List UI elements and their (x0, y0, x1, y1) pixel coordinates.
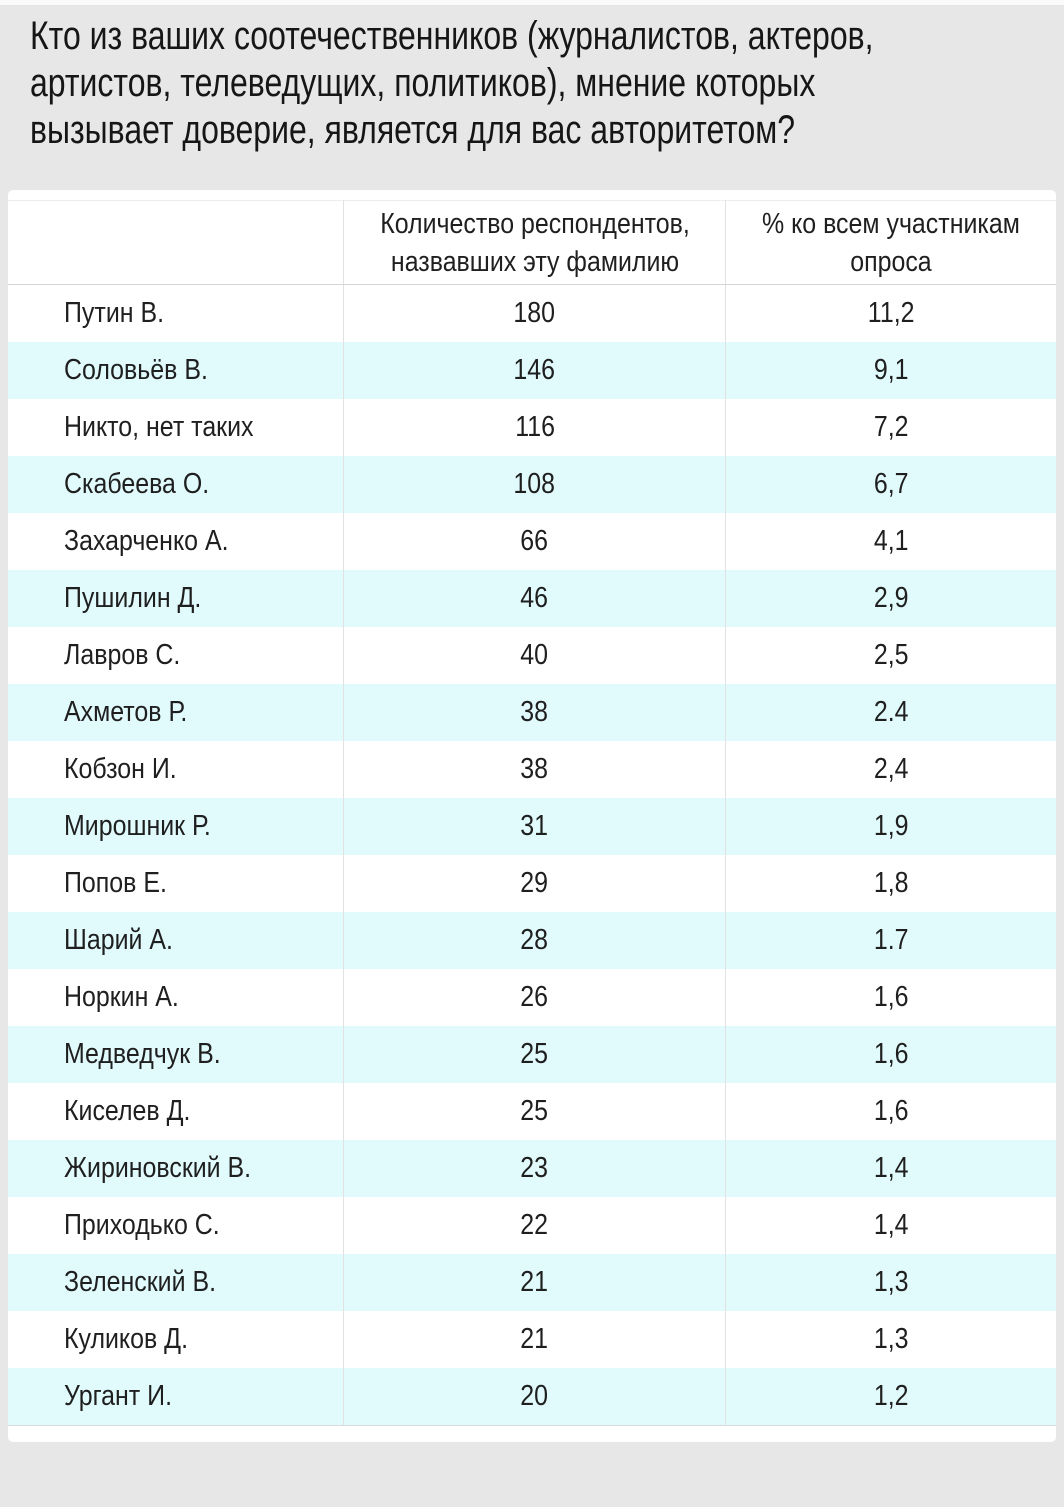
person-name-cell (8, 969, 343, 1026)
percent-value: 2.4 (873, 696, 909, 728)
respondent-count-value: 46 (520, 582, 549, 614)
respondent-count-cell (343, 1311, 726, 1368)
percent-value: 6,7 (873, 468, 909, 500)
table-row (8, 798, 1056, 855)
results-table (8, 200, 1056, 1425)
percent-value: 4,1 (873, 525, 909, 557)
respondent-count-value: 66 (520, 525, 549, 557)
percent-cell (726, 1026, 1056, 1083)
table-row (8, 570, 1056, 627)
percent-value: 1,3 (873, 1266, 909, 1298)
table-body (8, 285, 1056, 1426)
table-row (8, 627, 1056, 684)
person-name-cell (8, 570, 343, 627)
table-row (8, 1197, 1056, 1254)
person-name-cell (8, 912, 343, 969)
respondent-count-cell (343, 1197, 726, 1254)
person-name-text: Кобзон И. (64, 753, 177, 785)
percent-value: 1,6 (873, 1095, 909, 1127)
person-name-text: Попов Е. (64, 867, 167, 899)
respondent-count-cell (343, 855, 726, 912)
table-row (8, 1311, 1056, 1368)
percent-cell (726, 1140, 1056, 1197)
respondent-count-value: 29 (520, 867, 549, 899)
percent-value: 1,8 (873, 867, 909, 899)
percent-cell (726, 285, 1056, 343)
table-row (8, 1140, 1056, 1197)
table-row (8, 1026, 1056, 1083)
respondent-count-cell (343, 912, 726, 969)
table-row (8, 741, 1056, 798)
respondent-count-value: 22 (520, 1209, 549, 1241)
person-name-text: Никто, нет таких (64, 411, 254, 443)
respondent-count-value: 25 (520, 1095, 549, 1127)
percent-value: 9,1 (873, 354, 909, 386)
person-name-text: Медведчук В. (64, 1038, 221, 1070)
percent-cell (726, 741, 1056, 798)
person-name-text: Захарченко А. (64, 525, 229, 557)
percent-cell (726, 1311, 1056, 1368)
person-name-text: Пушилин Д. (64, 582, 202, 614)
table-row (8, 1254, 1056, 1311)
person-name-text: Путин В. (64, 297, 165, 329)
person-name-cell (8, 1197, 343, 1254)
respondent-count-cell (343, 1254, 726, 1311)
person-name-cell (8, 513, 343, 570)
person-name-text: Зеленский В. (64, 1266, 217, 1298)
person-name-cell (8, 741, 343, 798)
percent-value: 1,9 (873, 810, 909, 842)
respondent-count-value: 31 (520, 810, 549, 842)
percent-value: 1,4 (873, 1209, 909, 1241)
table-row (8, 912, 1056, 969)
percent-header-cell (726, 201, 1056, 285)
percent-cell (726, 1254, 1056, 1311)
percent-cell (726, 570, 1056, 627)
percent-cell (726, 798, 1056, 855)
percent-value: 1,6 (873, 1038, 909, 1070)
table-row (8, 969, 1056, 1026)
table-row (8, 1368, 1056, 1425)
percent-cell (726, 969, 1056, 1026)
percent-value: 2,4 (873, 753, 909, 785)
header-label: % ко всем участникам опроса (762, 207, 1021, 278)
person-name-text: Мирошник Р. (64, 810, 211, 842)
respondent-count-cell (343, 1368, 726, 1425)
person-name-text: Жириновский В. (64, 1152, 252, 1184)
percent-cell (726, 456, 1056, 513)
table-row (8, 342, 1056, 399)
percent-value: 2,5 (873, 639, 909, 671)
page-title-text: Кто из ваших соотечественников (журналистов, актеров, артистов, телеведущих, политиков), мнение которых вызывает доверие, является для вас авторитетом? (30, 14, 874, 152)
person-name-cell (8, 1083, 343, 1140)
percent-value: 1.7 (873, 924, 909, 956)
percent-cell (726, 1368, 1056, 1425)
person-name-text: Лавров С. (64, 639, 181, 671)
percent-cell (726, 399, 1056, 456)
table-row (8, 684, 1056, 741)
respondent-count-value: 108 (513, 468, 556, 500)
card-bottom-strip (8, 1425, 1056, 1442)
person-name-text: Куликов Д. (64, 1323, 189, 1355)
respondent-count-cell (343, 456, 726, 513)
respondent-count-value: 26 (520, 981, 549, 1013)
percent-value: 1,3 (873, 1323, 909, 1355)
table-row (8, 285, 1056, 343)
empty-header-cell (8, 201, 343, 285)
person-name-cell (8, 1254, 343, 1311)
percent-cell (726, 1197, 1056, 1254)
percent-cell (726, 912, 1056, 969)
respondent-count-value: 116 (514, 411, 555, 443)
respondent-count-value: 38 (520, 753, 549, 785)
percent-value: 11,2 (867, 297, 915, 329)
percent-cell (726, 513, 1056, 570)
person-name-cell (8, 1140, 343, 1197)
person-name-text: Соловьёв В. (64, 354, 208, 386)
percent-cell (726, 627, 1056, 684)
respondent-count-cell (343, 513, 726, 570)
respondent-count-value: 20 (520, 1380, 549, 1412)
respondent-count-header-cell (343, 201, 726, 285)
respondent-count-cell (343, 741, 726, 798)
percent-value: 1,6 (873, 981, 909, 1013)
person-name-cell (8, 342, 343, 399)
respondent-count-cell (343, 798, 726, 855)
percent-cell (726, 342, 1056, 399)
percent-cell (726, 1083, 1056, 1140)
person-name-text: Киселев Д. (64, 1095, 191, 1127)
page-title (30, 13, 1034, 154)
person-name-text: Ахметов Р. (64, 696, 188, 728)
respondent-count-value: 21 (520, 1266, 549, 1298)
respondent-count-value: 38 (520, 696, 549, 728)
respondent-count-value: 146 (513, 354, 556, 386)
table-card (8, 190, 1056, 1442)
person-name-cell (8, 1311, 343, 1368)
person-name-cell (8, 627, 343, 684)
percent-value: 1,4 (873, 1152, 909, 1184)
person-name-cell (8, 399, 343, 456)
person-name-text: Норкин А. (64, 981, 179, 1013)
person-name-text: Шарий А. (64, 924, 173, 956)
person-name-cell (8, 1368, 343, 1425)
table-row (8, 855, 1056, 912)
percent-value: 2,9 (873, 582, 909, 614)
person-name-text: Приходько С. (64, 1209, 220, 1241)
person-name-cell (8, 684, 343, 741)
respondent-count-cell (343, 627, 726, 684)
person-name-cell (8, 1026, 343, 1083)
respondent-count-value: 28 (520, 924, 549, 956)
person-name-cell (8, 855, 343, 912)
percent-value: 1,2 (873, 1380, 909, 1412)
respondent-count-cell (343, 1026, 726, 1083)
table-row (8, 399, 1056, 456)
person-name-cell (8, 456, 343, 513)
table-row (8, 1083, 1056, 1140)
table-header-row (8, 201, 1056, 285)
title-area (0, 5, 1064, 190)
respondent-count-cell (343, 684, 726, 741)
respondent-count-value: 40 (520, 639, 549, 671)
percent-cell (726, 684, 1056, 741)
respondent-count-cell (343, 1083, 726, 1140)
respondent-count-cell (343, 1140, 726, 1197)
table-row (8, 456, 1056, 513)
table-header (8, 201, 1056, 285)
header-label: Количество респондентов, назвавших эту фамилию (379, 207, 690, 278)
respondent-count-value: 23 (520, 1152, 549, 1184)
person-name-cell (8, 285, 343, 343)
respondent-count-cell (343, 570, 726, 627)
respondent-count-cell (343, 399, 726, 456)
card-top-strip (8, 190, 1056, 200)
respondent-count-cell (343, 969, 726, 1026)
percent-cell (726, 855, 1056, 912)
respondent-count-cell (343, 342, 726, 399)
respondent-count-value: 180 (513, 297, 556, 329)
person-name-text: Скабеева О. (64, 468, 210, 500)
person-name-text: Ургант И. (64, 1380, 172, 1412)
table-row (8, 513, 1056, 570)
respondent-count-value: 25 (520, 1038, 549, 1070)
respondent-count-value: 21 (520, 1323, 549, 1355)
person-name-cell (8, 798, 343, 855)
respondent-count-cell (343, 285, 726, 343)
percent-value: 7,2 (873, 411, 909, 443)
